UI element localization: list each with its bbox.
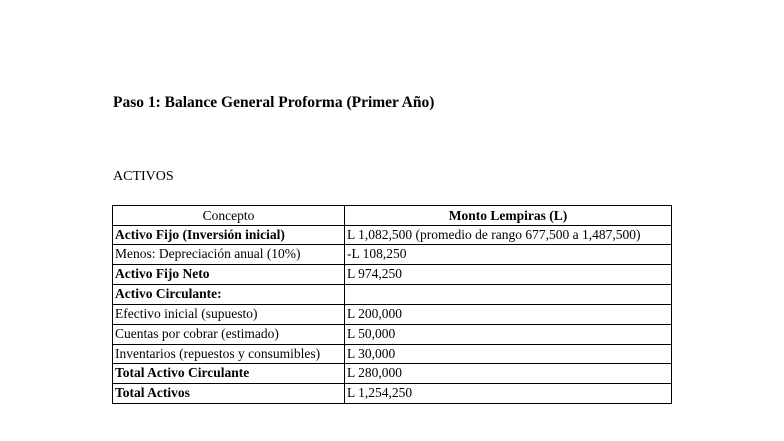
table-row bbox=[113, 245, 672, 265]
row-concept-total-circulante: Total Activo Circulante bbox=[113, 364, 345, 384]
row-amount-cuentas: L 50,000 bbox=[345, 325, 672, 345]
row-concept-depreciacion: Menos: Depreciación anual (10%) bbox=[113, 245, 345, 265]
row-amount-activo-fijo-neto: L 974,250 bbox=[345, 265, 672, 285]
row-amount-total-activos: L 1,254,250 bbox=[345, 384, 672, 404]
table-header-row bbox=[113, 206, 672, 226]
table-row bbox=[113, 285, 672, 305]
assets-table bbox=[112, 205, 672, 404]
header-amount: Monto Lempiras (L) bbox=[345, 206, 672, 226]
table-row bbox=[113, 384, 672, 404]
table-row bbox=[113, 364, 672, 384]
row-concept-activo-circulante: Activo Circulante: bbox=[113, 285, 345, 305]
table-row bbox=[113, 305, 672, 325]
row-concept-activo-fijo-neto: Activo Fijo Neto bbox=[113, 265, 345, 285]
row-amount-activo-circulante bbox=[345, 285, 672, 305]
row-concept-total-activos: Total Activos bbox=[113, 384, 345, 404]
row-amount-total-circulante: L 280,000 bbox=[345, 364, 672, 384]
page-heading: Paso 1: Balance General Proforma (Primer Año) bbox=[113, 94, 435, 111]
table-row bbox=[113, 325, 672, 345]
header-concept: Concepto bbox=[113, 206, 345, 226]
table-row bbox=[113, 345, 672, 364]
row-amount-efectivo: L 200,000 bbox=[345, 305, 672, 325]
section-title: ACTIVOS bbox=[113, 169, 174, 184]
row-concept-cuentas: Cuentas por cobrar (estimado) bbox=[113, 325, 345, 345]
row-concept-efectivo: Efectivo inicial (supuesto) bbox=[113, 305, 345, 325]
row-amount-inventarios: L 30,000 bbox=[345, 345, 672, 364]
row-amount-activo-fijo: L 1,082,500 (promedio de rango 677,500 a 1,487,500) bbox=[345, 226, 672, 245]
row-concept-activo-fijo: Activo Fijo (Inversión inicial) bbox=[113, 226, 345, 245]
row-concept-inventarios: Inventarios (repuestos y consumibles) bbox=[113, 345, 345, 364]
table-row bbox=[113, 265, 672, 285]
row-amount-depreciacion: -L 108,250 bbox=[345, 245, 672, 265]
table-row bbox=[113, 226, 672, 245]
